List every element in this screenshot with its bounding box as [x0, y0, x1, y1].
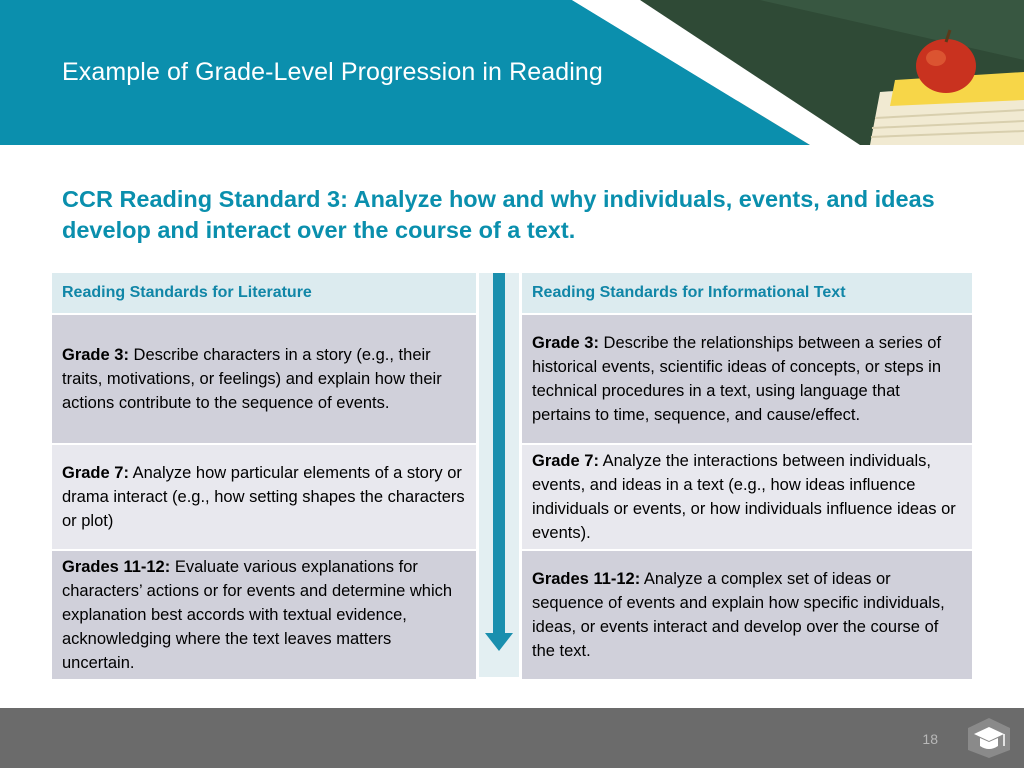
- literature-column: [52, 273, 476, 679]
- cell-text: [532, 331, 962, 427]
- literature-grades-11-12-cell: [52, 551, 476, 679]
- standard-text: Analyze how particular elements of a story or drama interact (e.g., how setting shapes the characters or plot): [62, 464, 465, 530]
- slide-title: Example of Grade-Level Progression in Reading: [62, 58, 603, 86]
- grade-label: Grade 7:: [532, 452, 599, 470]
- grade-label: Grades 11-12:: [62, 558, 171, 576]
- literature-heading: Reading Standards for Literature: [52, 273, 476, 313]
- progression-arrow: [479, 273, 519, 677]
- grade-label: Grade 3:: [62, 346, 129, 364]
- literature-grade-3-cell: [52, 315, 476, 443]
- cell-text: [532, 449, 962, 545]
- header-banner: [0, 0, 1024, 145]
- cell-text: [62, 461, 466, 533]
- graduation-cap-icon: [966, 716, 1012, 760]
- literature-grade-7-cell: [52, 445, 476, 549]
- standard-text: Evaluate various explanations for characters’ actions or for events and determine which explanation best accords with textual evidence, acknowledging where the text leaves matters uncertain.: [62, 558, 453, 672]
- cell-text: [532, 567, 962, 663]
- informational-grades-11-12-cell: [522, 551, 972, 679]
- down-arrow-icon: [479, 273, 519, 677]
- footer-bar: [0, 708, 1024, 768]
- grade-label: Grade 7:: [62, 464, 129, 482]
- standard-text: Describe characters in a story (e.g., their traits, motivations, or feelings) and explain how their actions contribute to the sequence of events.: [62, 346, 442, 412]
- cell-text: [62, 343, 466, 415]
- grade-label: Grade 3:: [532, 334, 599, 352]
- grade-label: Grades 11-12:: [532, 570, 641, 588]
- cell-text: [62, 555, 466, 675]
- page-number: 18: [922, 731, 938, 747]
- informational-heading: Reading Standards for Informational Text: [522, 273, 972, 313]
- standard-text: Analyze the interactions between individuals, events, and ideas in a text (e.g., how ideas influence individuals or events, or how individuals influence ideas or events).: [532, 452, 956, 542]
- informational-grade-3-cell: [522, 315, 972, 443]
- ccr-standard-statement: CCR Reading Standard 3: Analyze how and why individuals, events, and ideas develop and interact over the course of a text.: [62, 186, 935, 243]
- informational-grade-7-cell: [522, 445, 972, 549]
- informational-column: [522, 273, 972, 679]
- standard-text: Analyze a complex set of ideas or sequence of events and explain how specific individuals, ideas, or events interact and develop over the course of the text.: [532, 570, 945, 660]
- standard-text: Describe the relationships between a series of historical events, scientific ideas of concepts, or steps in technical procedures in a text, using language that pertains to time, sequence, and cause/effect.: [532, 334, 942, 424]
